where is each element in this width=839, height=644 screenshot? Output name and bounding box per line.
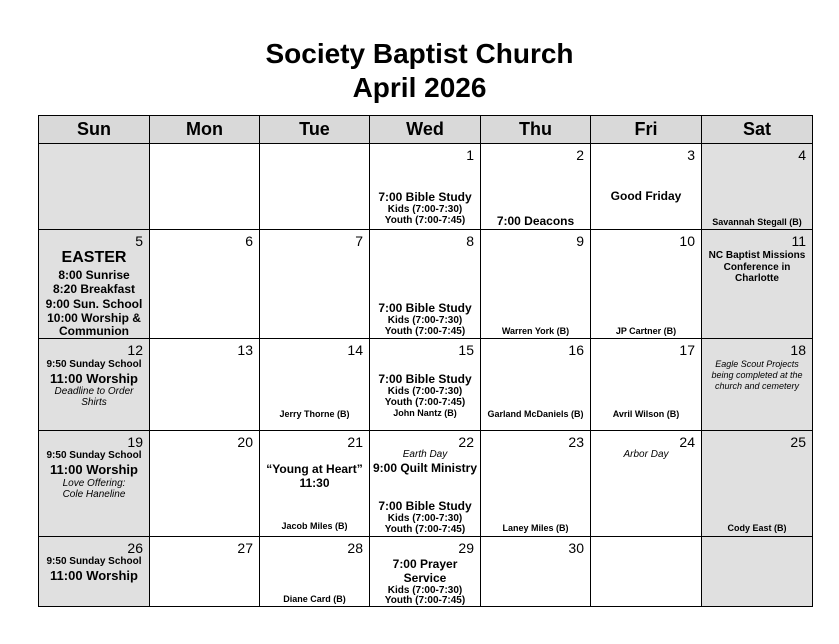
day-number: 6 xyxy=(245,233,253,249)
event-youth: Youth (7:00-7:45) xyxy=(384,397,466,408)
day-number: 4 xyxy=(798,147,806,163)
day-number: 21 xyxy=(347,434,363,450)
event-prayer-service-line2: Service xyxy=(403,571,447,585)
birthday: Cody East (B) xyxy=(727,523,787,533)
day-number: 22 xyxy=(458,434,474,450)
birthday: Laney Miles (B) xyxy=(502,523,569,533)
day-header-thu: Thu xyxy=(481,116,591,144)
event-sunday-school: 9:50 Sunday School xyxy=(46,450,142,461)
day-number: 28 xyxy=(347,540,363,556)
day-number: 7 xyxy=(355,233,363,249)
day-cell-4 xyxy=(702,144,812,230)
note-deadline-line1: Deadline to Order xyxy=(54,386,134,397)
event-kids: Kids (7:00-7:30) xyxy=(387,585,463,596)
event-worship: 11:00 Worship xyxy=(50,371,138,386)
day-number: 24 xyxy=(679,434,695,450)
day-cell-26 xyxy=(39,537,150,606)
birthday: Avril Wilson (B) xyxy=(612,409,680,419)
day-number: 15 xyxy=(458,342,474,358)
day-number: 12 xyxy=(127,342,143,358)
event-youth: Youth (7:00-7:45) xyxy=(384,215,466,226)
day-header-wed: Wed xyxy=(370,116,481,144)
event-sunrise: 8:00 Sunrise xyxy=(58,268,130,282)
day-cell-14 xyxy=(260,339,370,431)
day-header-sun: Sun xyxy=(39,116,150,144)
note-love-offering-line2: Cole Haneline xyxy=(62,489,126,500)
day-number: 29 xyxy=(458,540,474,556)
event-conference-line3: Charlotte xyxy=(735,273,779,284)
day-cell-empty xyxy=(150,144,260,230)
event-sunday-school: 9:50 Sunday School xyxy=(46,359,142,370)
birthday: JP Cartner (B) xyxy=(615,326,677,336)
day-header-sat: Sat xyxy=(702,116,812,144)
event-youth: Youth (7:00-7:45) xyxy=(384,524,466,535)
day-cell-30 xyxy=(481,537,591,606)
event-quilt-ministry: 9:00 Quilt Ministry xyxy=(372,461,478,475)
event-bible-study: 7:00 Bible Study xyxy=(378,301,472,315)
day-number: 27 xyxy=(237,540,253,556)
calendar-grid xyxy=(38,115,813,607)
day-cell-11 xyxy=(702,230,812,339)
day-number: 18 xyxy=(790,342,806,358)
day-header-fri: Fri xyxy=(591,116,702,144)
event-kids: Kids (7:00-7:30) xyxy=(387,386,463,397)
note-arbor-day: Arbor Day xyxy=(623,449,669,460)
note-earth-day: Earth Day xyxy=(402,449,448,460)
day-cell-empty xyxy=(591,537,702,606)
event-communion: Communion xyxy=(59,324,129,338)
day-number: 20 xyxy=(237,434,253,450)
day-cell-3 xyxy=(591,144,702,230)
event-prayer-service: 7:00 Prayer xyxy=(392,557,458,571)
day-cell-8 xyxy=(370,230,481,339)
event-bible-study: 7:00 Bible Study xyxy=(378,499,472,513)
event-worship: 11:00 Worship xyxy=(50,568,138,583)
birthday: Diane Card (B) xyxy=(283,594,346,604)
day-number: 5 xyxy=(135,233,143,249)
day-number: 11 xyxy=(791,233,806,249)
event-deacons: 7:00 Deacons xyxy=(496,214,575,228)
note-love-offering-line1: Love Offering: xyxy=(62,478,126,489)
calendar-month: April 2026 xyxy=(352,72,487,103)
day-number: 10 xyxy=(679,233,695,249)
day-cell-13 xyxy=(150,339,260,431)
day-cell-10 xyxy=(591,230,702,339)
birthday: John Nantz (B) xyxy=(393,408,457,418)
day-cell-23 xyxy=(481,431,591,537)
note-eagle-line1: Eagle Scout Projects xyxy=(715,359,799,369)
day-cell-27 xyxy=(150,537,260,606)
day-cell-20 xyxy=(150,431,260,537)
day-cell-7 xyxy=(260,230,370,339)
day-cell-22 xyxy=(370,431,481,537)
day-number: 16 xyxy=(568,342,584,358)
day-cell-24 xyxy=(591,431,702,537)
event-bible-study: 7:00 Bible Study xyxy=(378,190,472,204)
calendar-title: Society Baptist Church xyxy=(265,38,574,69)
day-cell-29 xyxy=(370,537,481,606)
birthday: Garland McDaniels (B) xyxy=(487,409,584,419)
day-number: 25 xyxy=(790,434,806,450)
day-cell-16 xyxy=(481,339,591,431)
event-worship: 11:00 Worship xyxy=(50,462,138,477)
event-conference-line1: NC Baptist Missions xyxy=(708,250,806,261)
event-breakfast: 8:20 Breakfast xyxy=(52,282,136,296)
event-bible-study: 7:00 Bible Study xyxy=(378,372,472,386)
day-cell-empty xyxy=(260,144,370,230)
day-cell-12 xyxy=(39,339,150,431)
day-number: 13 xyxy=(237,342,253,358)
day-number: 1 xyxy=(466,147,474,163)
day-cell-18 xyxy=(702,339,812,431)
day-number: 17 xyxy=(679,342,695,358)
day-cell-2 xyxy=(481,144,591,230)
day-number: 14 xyxy=(347,342,363,358)
day-cell-6 xyxy=(150,230,260,339)
event-kids: Kids (7:00-7:30) xyxy=(387,513,463,524)
day-cell-17 xyxy=(591,339,702,431)
event-kids: Kids (7:00-7:30) xyxy=(387,315,463,326)
event-worship: 10:00 Worship & xyxy=(47,311,141,325)
day-cell-25 xyxy=(702,431,812,537)
day-number: 9 xyxy=(576,233,584,249)
day-cell-9 xyxy=(481,230,591,339)
event-good-friday: Good Friday xyxy=(610,189,682,203)
event-easter: EASTER xyxy=(61,249,127,266)
birthday: Savannah Stegall (B) xyxy=(712,217,802,227)
day-number: 19 xyxy=(127,434,143,450)
day-number: 8 xyxy=(466,233,474,249)
day-number: 26 xyxy=(127,540,143,556)
day-number: 3 xyxy=(687,147,695,163)
day-number: 2 xyxy=(576,147,584,163)
note-deadline-line2: Shirts xyxy=(81,397,107,408)
day-cell-1 xyxy=(370,144,481,230)
day-cell-28 xyxy=(260,537,370,606)
day-header-tue: Tue xyxy=(260,116,370,144)
event-youth: Youth (7:00-7:45) xyxy=(384,326,466,337)
day-cell-21 xyxy=(260,431,370,537)
event-kids: Kids (7:00-7:30) xyxy=(387,204,463,215)
event-youth: Youth (7:00-7:45) xyxy=(384,595,466,606)
event-young-at-heart: “Young at Heart” xyxy=(266,462,363,476)
day-cell-empty xyxy=(39,144,150,230)
event-sunday-school: 9:50 Sunday School xyxy=(46,556,142,567)
event-sunday-school: 9:00 Sun. School xyxy=(45,297,143,311)
note-eagle-line3: church and cemetery xyxy=(714,381,800,391)
day-cell-empty xyxy=(702,537,812,606)
day-cell-5 xyxy=(39,230,150,339)
birthday: Jerry Thorne (B) xyxy=(279,409,350,419)
day-header-mon: Mon xyxy=(150,116,260,144)
day-number: 30 xyxy=(568,540,584,556)
birthday: Jacob Miles (B) xyxy=(281,521,348,531)
event-conference-line2: Conference in xyxy=(723,262,791,273)
birthday: Warren York (B) xyxy=(501,326,570,336)
day-cell-19 xyxy=(39,431,150,537)
day-number: 23 xyxy=(568,434,584,450)
event-young-at-heart-time: 11:30 xyxy=(299,476,330,490)
day-cell-15 xyxy=(370,339,481,431)
note-eagle-line2: being completed at the xyxy=(711,370,803,380)
